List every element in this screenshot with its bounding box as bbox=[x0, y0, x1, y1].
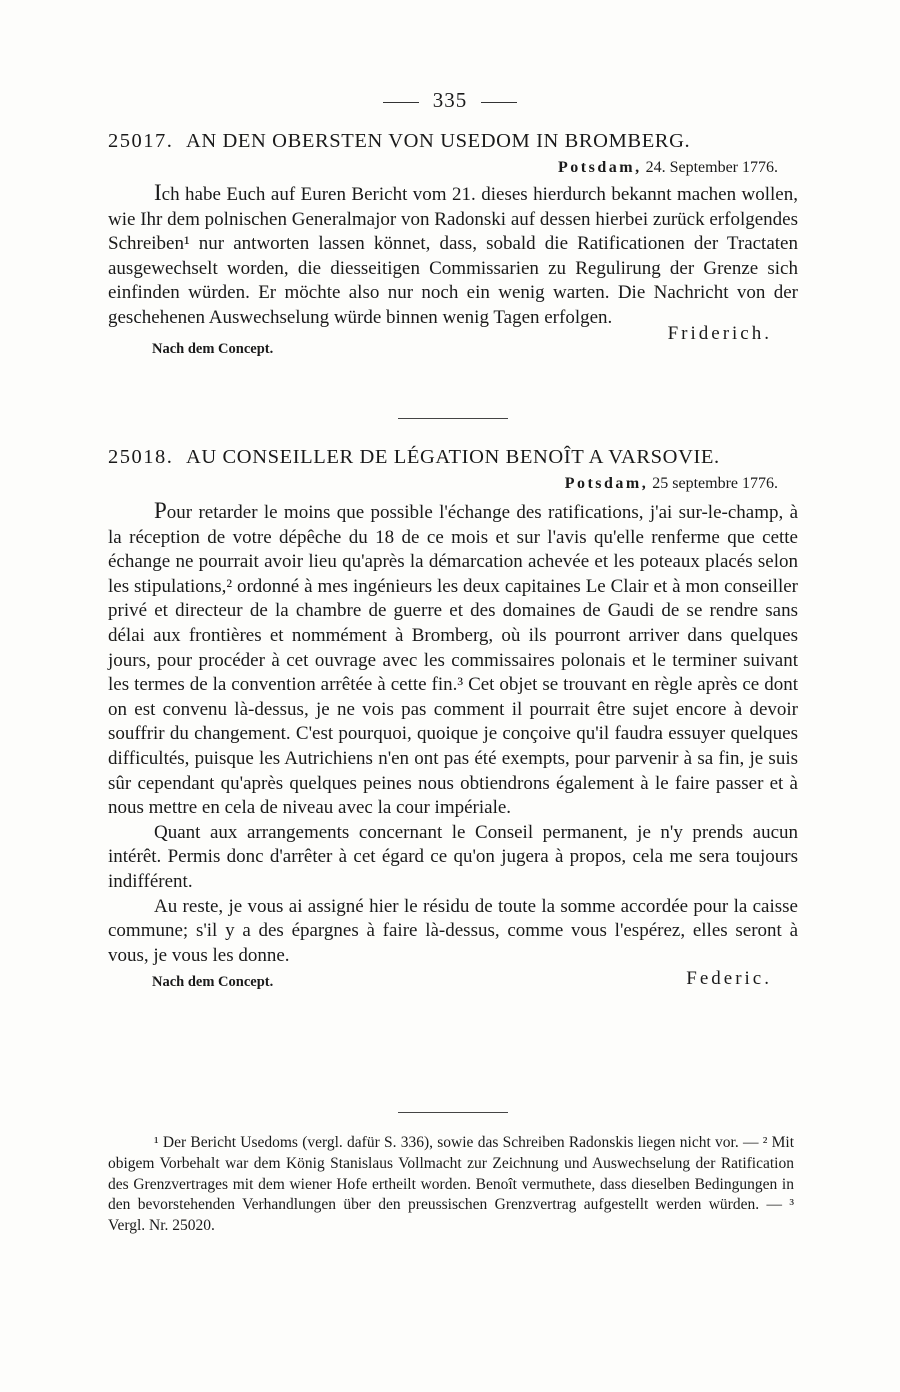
letter-number: 25017. bbox=[108, 130, 174, 152]
letter-body bbox=[108, 181, 798, 331]
source-note: Nach dem Concept. bbox=[152, 974, 274, 991]
page-number-dash-right bbox=[481, 102, 517, 103]
signature-row bbox=[108, 968, 798, 998]
separator-rule bbox=[398, 1112, 508, 1113]
letter-25018 bbox=[108, 446, 798, 998]
initial-letter: I bbox=[154, 180, 162, 205]
signature: Friderich. bbox=[667, 322, 772, 344]
letter-paragraph: Quant aux arrangements concernant le Conseil permanent, je n'y prends aucun intérêt. Permis donc d'arrêter à cet égard ce qu'on jugera à propos, cela me sera toujours indifférent. bbox=[108, 821, 798, 892]
footnotes bbox=[108, 1133, 794, 1237]
letter-date: 24. September 1776. bbox=[645, 159, 778, 176]
footnote-text: ¹ Der Bericht Usedoms (vergl. dafür S. 336), sowie das Schreiben Radonskis liegen nicht vor. — ² Mit obigem Vorbehalt war dem König Stanislaus Vollmacht zur Zeichnung und Auswechselung der Ratification des Grenzvertrages mit dem wiener Hofe ertheilt worden. Benoît vermuthete, dass dieselben Bedingungen in den bevorstehenden Verhandlungen über den preussischen Grenzvertrag aufgestellt werden würden. — ³ Vergl. Nr. 25020. bbox=[108, 1134, 794, 1235]
letter-25017 bbox=[108, 130, 798, 361]
letter-title: AN DEN OBERSTEN VON USEDOM IN BROMBERG. bbox=[185, 130, 691, 152]
letter-place: Potsdam, bbox=[558, 159, 642, 176]
letter-paragraph bbox=[108, 181, 798, 331]
letter-paragraph bbox=[108, 499, 798, 821]
separator-rule bbox=[398, 418, 508, 419]
source-note: Nach dem Concept. bbox=[152, 340, 274, 357]
letter-body bbox=[108, 499, 798, 968]
letter-dateline bbox=[108, 159, 798, 177]
letter-date: 25 septembre 1776. bbox=[652, 475, 778, 492]
letter-number: 25018. bbox=[108, 446, 174, 468]
letter-heading bbox=[108, 130, 798, 153]
page-number-dash-left bbox=[383, 102, 419, 103]
letter-place: Potsdam, bbox=[564, 475, 649, 492]
signature-row bbox=[108, 322, 798, 361]
initial-letter: P bbox=[154, 498, 167, 523]
paragraph-text: our retarder le moins que possible l'échange des ratifications, j'ai sur-le-champ, à la réception de votre dépêche du 18 de ce mois et sur l'avis qu'elle renferme que cette échange ne pourrait avoir lieu qu'après la démarcation achevée et les poteaux placés selon les stipulations,² ordonné à mes ingénieurs les deux capitaines Le Clair et à mon conseiller privé et directeur de la chambre de guerre et des domaines de Gaudi de se rendre sans délai aux frontières et nommément à Bromberg, où ils pourront arriver dans quelques jours, pour procéder à cet ouvrage avec les commissaires polonais et le terminer suivant les termes de la convention arrêtée à cette fin.³ Cet objet se trouvant en règle après ce dont on est convenu là-dessus, je ne vois pas comment il pourrait être sujet encore à devoir souffrir du changement. C'est pourquoi, quoique je conçoive qu'il faudra essuyer quelques difficultés, puisque les Autrichiens n'en ont pas été exempts, pour parvenir à sa fin, je suis sûr cependant qu'après quelques peines nous obtiendrons également à le faire passer et à nous mettre en cela de niveau avec la cour impériale. bbox=[108, 502, 798, 819]
letter-heading bbox=[108, 446, 798, 469]
letter-dateline bbox=[108, 475, 798, 493]
signature: Federic. bbox=[686, 968, 772, 990]
letter-paragraph: Au reste, je vous ai assigné hier le résidu de toute la somme accordée pour la caisse commune; s'il y a des épargnes à faire là-dessus, comme vous l'espérez, elles seront à vous, je vous les donne. bbox=[108, 895, 798, 966]
page-number: 335 bbox=[432, 88, 468, 112]
letter-title: AU CONSEILLER DE LÉGATION BENOÎT A VARSOVIE. bbox=[185, 446, 720, 468]
paragraph-text: ch habe Euch auf Euren Bericht vom 21. dieses hierdurch bekannt machen wollen, wie Ihr dem polnischen Generalmajor von Radonski auf dessen hierbei zurück erfolgendes Schreiben¹ nur antworten lassen könnet, dass, sobald die Ratificationen der Tractaten ausgewechselt worden, die diesseitigen Commissarien zu Regulirung der Grenze sich einfinden würden. Er möchte also nur noch ein wenig warten. Die Nachricht von der geschehenen Auswechselung würde binnen wenig Tagen erfolgen. bbox=[108, 184, 798, 328]
page-number-line bbox=[0, 88, 900, 113]
